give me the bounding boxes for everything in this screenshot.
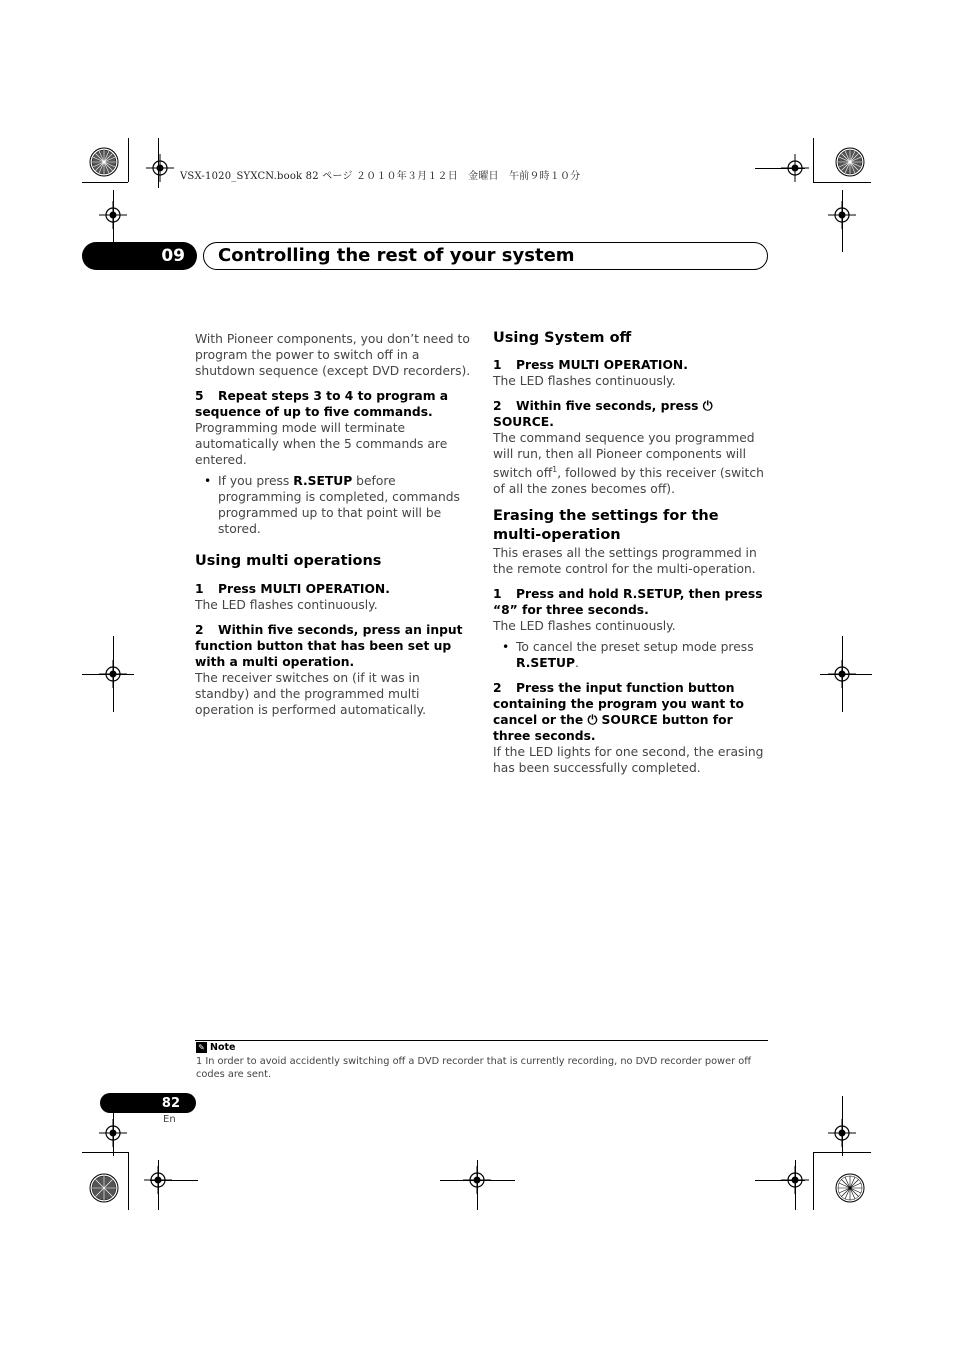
page-number: 82: [161, 1095, 180, 1111]
multi-step-1-title: 1 Press MULTI OPERATION.: [195, 582, 390, 596]
note-label: Note: [210, 1042, 236, 1053]
right-column: [493, 329, 769, 776]
erase-step-1-body: The LED flashes continuously.: [493, 619, 676, 634]
sysoff-step-2-body: The command sequence you programmed will run, then all Pioneer components will switch off$^1$, followed by this receiver (switch of all the zones becomes off).: [493, 431, 764, 497]
bullet-cancel-setup: • To cancel the preset setup mode press R.SETUP.: [493, 639, 769, 671]
sysoff-step-1-body: The LED flashes continuously.: [493, 374, 676, 388]
page-number-badge: [100, 1093, 196, 1113]
starburst-mark-icon: [88, 1172, 120, 1204]
erase-intro: This erases all the settings programmed in the remote control for the multi-operation.: [493, 546, 757, 577]
note-heading: [196, 1042, 235, 1053]
footnote-text: 1 In order to avoid accidently switching off a DVD recorder that is currently recording, no DVD recorder power off codes are sent.: [196, 1056, 751, 1080]
erase-step-2-body: If the LED lights for one second, the erasing has been successfully completed.: [493, 745, 764, 776]
heading-erasing-settings: Erasing the settings for the multi-operation: [493, 508, 719, 544]
erase-step-1-title: 1 Press and hold R.SETUP, then press “8” for three seconds.: [493, 587, 763, 618]
registration-mark-icon: [146, 154, 174, 182]
step-5-title: 5 Repeat steps 3 to 4 to program a sequence of up to five commands.: [195, 389, 449, 419]
intro-paragraph: With Pioneer components, you don’t need to program the power to switch off in a shutdown sequence (except DVD recorders).: [195, 332, 471, 378]
starburst-mark-icon: [834, 146, 866, 178]
heading-using-system-off: Using System off: [493, 330, 632, 346]
step-5-body: Programming mode will terminate automatically when the 5 commands are entered.: [195, 421, 448, 467]
chapter-number-badge: [82, 242, 197, 270]
note-pencil-icon: ✎: [196, 1042, 207, 1053]
multi-step-1-body: The LED flashes continuously.: [195, 598, 378, 612]
erase-step-2-title: 2 Press the input function button containing the program you want to cancel or the ⏻ SOURCE button for three seconds.: [493, 681, 744, 744]
sysoff-step-2-title: 2 Within five seconds, press ⏻ SOURCE.: [493, 399, 713, 429]
left-column: [195, 331, 471, 718]
power-icon: ⏻: [702, 399, 713, 413]
sysoff-step-1-title: 1 Press MULTI OPERATION.: [493, 358, 688, 372]
starburst-mark-icon: [834, 1172, 866, 1204]
page-language: En: [163, 1114, 176, 1125]
multi-step-2-body: The receiver switches on (if it was in standby) and the programmed multi operation is performed automatically.: [195, 671, 427, 717]
starburst-mark-icon: [88, 146, 120, 178]
multi-step-2-title: 2 Within five seconds, press an input function button that has been set up with a multi operation.: [195, 623, 463, 669]
note-divider: [195, 1040, 768, 1041]
power-icon: ⏻: [587, 713, 598, 728]
bullet-rsetup-note: • If you press R.SETUP before programming is completed, commands programmed up to that point will be stored.: [195, 473, 471, 537]
chapter-title: Controlling the rest of your system: [218, 245, 575, 266]
heading-using-multi-operations: Using multi operations: [195, 553, 382, 569]
print-file-info: VSX-1020_SYXCN.book 82 ページ ２０１０年３月１２日 金曜日 午前９時１０分: [180, 171, 581, 182]
chapter-number: 09: [161, 246, 185, 266]
